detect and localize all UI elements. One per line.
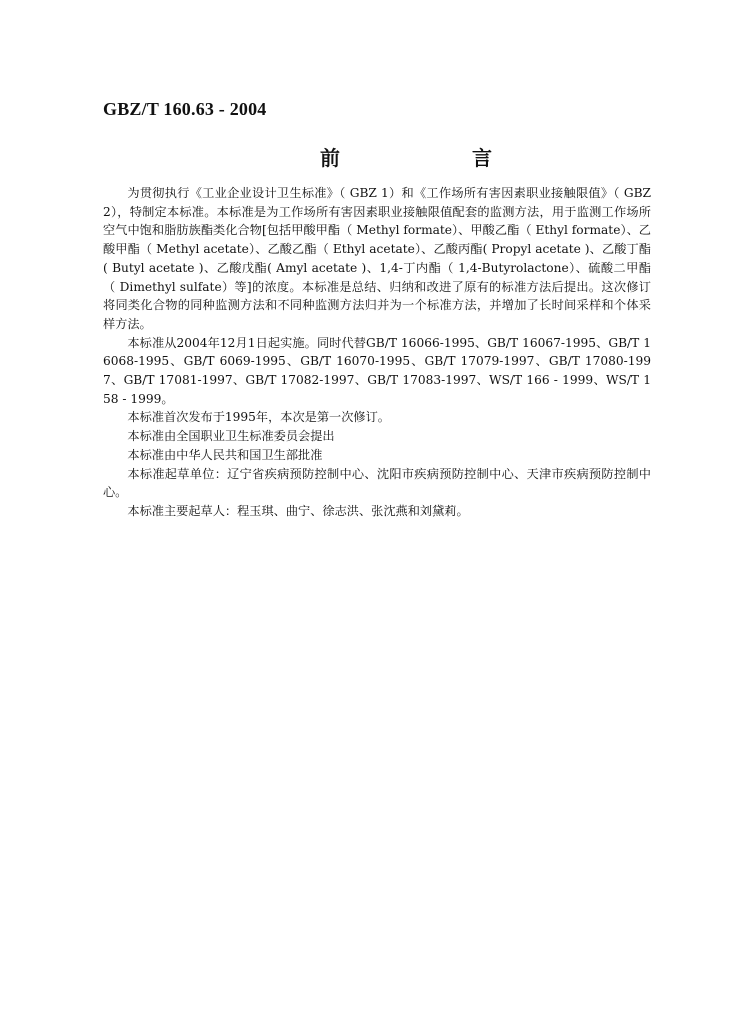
page-title: 前 言	[320, 146, 548, 170]
standard-code: GBZ/T 160.63 - 2004	[103, 99, 267, 119]
foreword-body	[103, 184, 651, 521]
paragraph-first-release: 本标准首次发布于1995年，本次是第一次修订。	[127, 410, 390, 425]
paragraph-drafting-units: 本标准起草单位：辽宁省疾病预防控制中心、沈阳市疾病预防控制中心、天津市疾病预防控制中心。	[103, 466, 651, 500]
paragraph-approved-by: 本标准由中华人民共和国卫生部批准	[127, 447, 323, 462]
paragraph-drafters: 本标准主要起草人：程玉琪、曲宁、徐志洪、张沈燕和刘黛莉。	[127, 503, 469, 518]
paragraph-purpose: 为贯彻执行《工业企业设计卫生标准》（ GBZ 1）和《工作场所有害因素职业接触限值》（ GBZ 2），特制定本标准。本标准是为工作场所有害因素职业接触限值配套的监测方法，用于监测工作场所空气中饱和脂肪族酯类化合物[包括甲酸甲酯（ Methyl formate）、甲酸乙酯（ Ethyl formate）、乙酸甲酯（ Methyl acetate）、乙酸乙酯（ Ethyl acetate）、乙酸丙酯( Propyl acetate )、乙酸丁酯( Butyl acetate )、乙酸戊酯( Amyl acetate )、1,4-丁内酯（ 1,4-Butyrolactone）、硫酸二甲酯（ Dimethyl sulfate）等]的浓度。本标准是总结、归纳和改进了原有的标准方法后提出。这次修订将同类化合物的同种监测方法和不同种监测方法归并为一个标准方法，并增加了长时间采样和个体采样方法。	[103, 186, 651, 331]
paragraph-effective-date: 本标准从2004年12月1日起实施。同时代替GB/T 16066-1995、GB/T 16067-1995、GB/T 16068-1995、GB/T 6069-1995、GB/T 16070-1995、GB/T 17079-1997、GB/T 17080-1997、GB/T 17081-1997、GB/T 17082-1997、GB/T 17083-1997、WS/T 166 - 1999、WS/T 158 - 1999。	[103, 335, 651, 406]
paragraph-proposed-by: 本标准由全国职业卫生标准委员会提出	[127, 429, 335, 444]
